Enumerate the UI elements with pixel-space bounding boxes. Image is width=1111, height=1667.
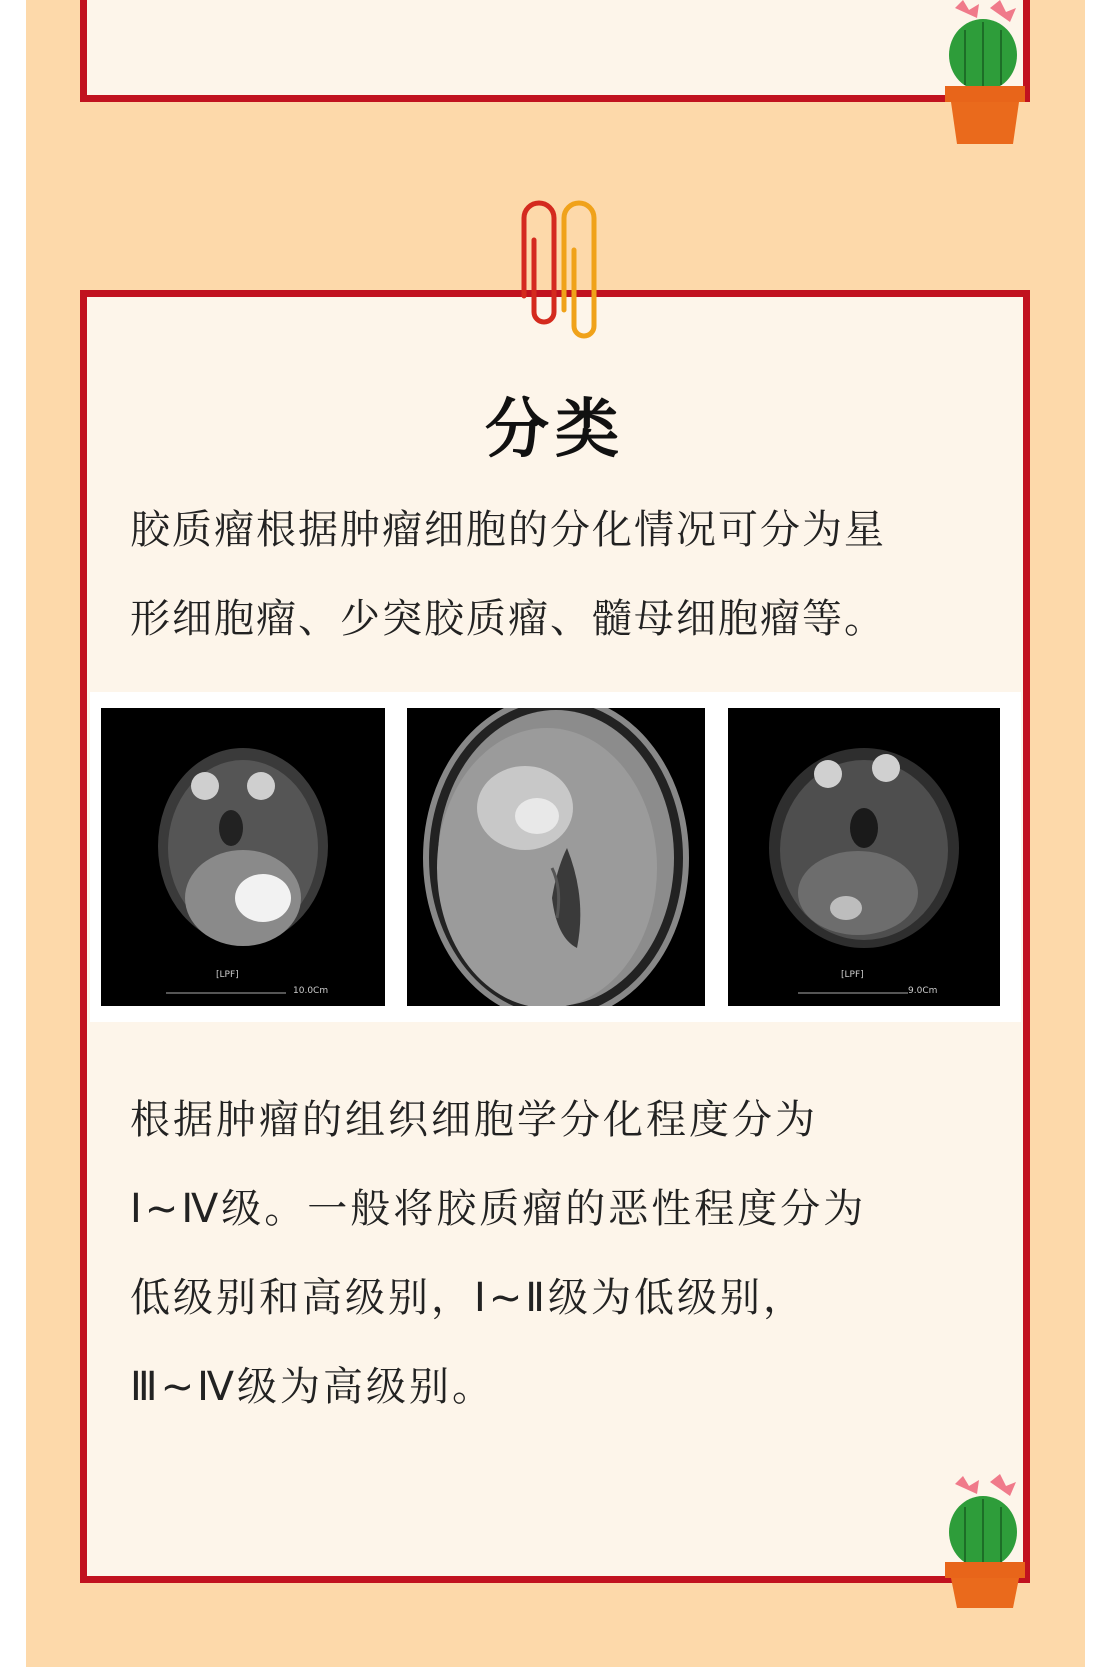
mri-scan-image <box>407 708 705 1006</box>
paperclips <box>506 200 616 350</box>
previous-card <box>80 0 1030 102</box>
intro-paragraph <box>130 486 990 664</box>
paragraph-line: 胶质瘤根据肿瘤细胞的分化情况可分为星 <box>130 507 886 553</box>
scale-tag: [LPF] <box>216 970 239 980</box>
scale-tag: [LPF] <box>841 970 864 980</box>
paragraph-line: Ⅲ~Ⅳ级为高级别。 <box>130 1364 496 1410</box>
section-title: 分类 <box>485 393 625 467</box>
mri-image-strip <box>90 692 1021 1022</box>
cactus-pot-icon <box>935 1462 1035 1612</box>
paragraph-line: 低级别和高级别，Ⅰ~Ⅱ级为低级别， <box>130 1275 806 1321</box>
cactus-pot-icon <box>935 0 1035 150</box>
scale-text: 9.0Cm <box>908 986 938 996</box>
scale-text: 10.0Cm <box>293 986 329 996</box>
paragraph-line: 形细胞瘤、少突胶质瘤、髓母细胞瘤等。 <box>130 596 886 642</box>
paperclip-icon <box>506 200 616 350</box>
mri-scan-image <box>101 708 385 1006</box>
paragraph-line: 根据肿瘤的组织细胞学分化程度分为 <box>130 1097 818 1143</box>
mri-scan-image <box>728 708 1000 1006</box>
grading-paragraph <box>130 1076 990 1432</box>
paragraph-line: Ⅰ~Ⅳ级。一般将胶质瘤的恶性程度分为 <box>130 1186 867 1232</box>
